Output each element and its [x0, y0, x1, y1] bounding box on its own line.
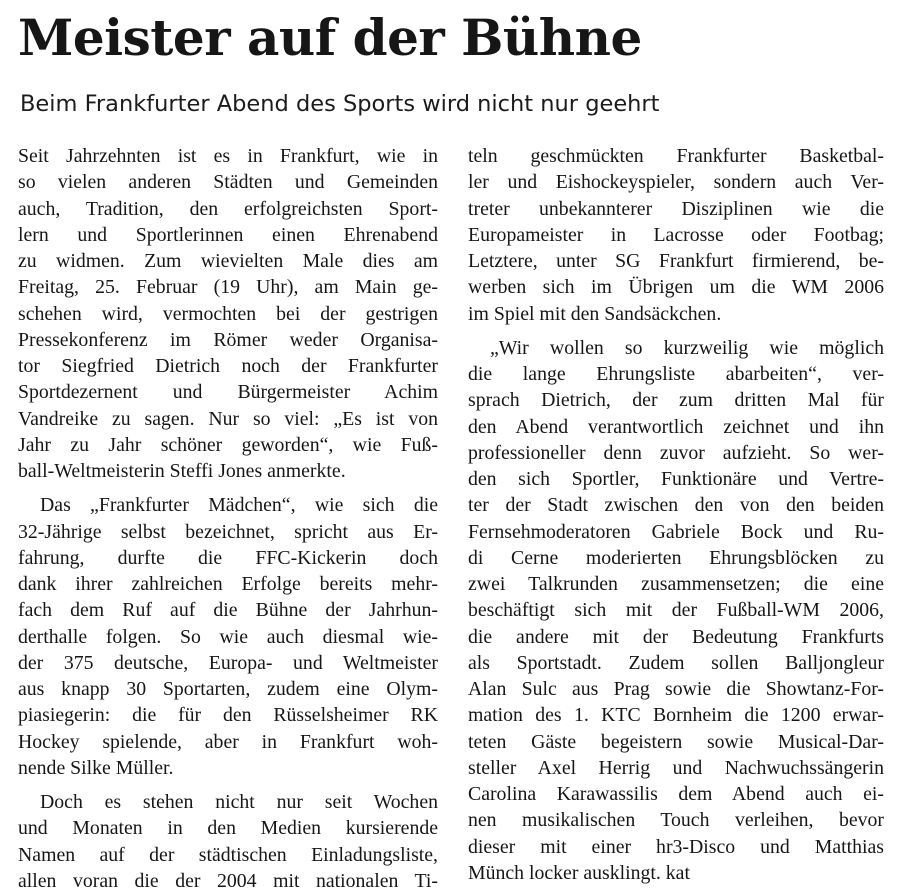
text-line: schehen wird, vermochten bei der gestrigen	[18, 302, 438, 325]
text-line: nende Silke Müller.	[18, 756, 174, 779]
text-line: Sportdezernent und Bürgermeister Achim	[18, 381, 438, 404]
text-line: dieser mit einer hr3-Disco und Matthias	[468, 835, 884, 858]
text-line: treter unbekannterer Disziplinen wie die	[468, 197, 884, 220]
paragraph	[18, 789, 438, 894]
text-line: Doch es stehen nicht nur seit Wochen	[40, 791, 438, 813]
text-line: Das „Frankfurter Mädchen“, wie sich die	[40, 494, 438, 517]
text-line: beschäftigt sich mit der Fußball-WM 2006,	[468, 599, 884, 622]
text-line: dank ihrer zahlreichen Erfolge bereits mehr-	[18, 573, 438, 595]
text-line: tor Siegfried Dietrich noch der Frankfurter	[18, 355, 438, 377]
text-line: Münch locker ausklingt. kat	[468, 861, 690, 884]
text-line: ler und Eishockeyspieler, sondern auch Ver-	[468, 171, 884, 194]
text-line: und Monaten in den Medien kursierende	[18, 817, 438, 840]
text-line: Jahr zu Jahr schöner geworden“, wie Fuß-	[18, 433, 438, 456]
text-column-right	[468, 143, 884, 886]
text-line: den sich Sportler, Funktionäre und Vertre-	[468, 468, 884, 490]
text-line: piasiegerin: die für den Rüsselsheimer RK	[18, 704, 438, 727]
text-line: im Spiel mit den Sandsäckchen.	[468, 302, 722, 325]
text-line: allen voran die der 2004 mit nationalen Ti-	[18, 869, 438, 892]
text-line: sprach Dietrich, der zum dritten Mal für	[468, 389, 884, 412]
text-line: die lange Ehrungsliste abarbeiten“, ver-	[468, 363, 884, 385]
headline: Meister auf der Bühne	[18, 8, 642, 67]
text-line: als Sportstadt. Zudem sollen Balljongleur	[468, 651, 884, 674]
text-column-left	[18, 143, 438, 894]
text-line: professioneller denn zuvor aufzieht. So wer-	[468, 441, 884, 464]
text-line: 32-Jährige selbst bezeichnet, spricht aus Er-	[18, 520, 438, 543]
text-line: derthalle folgen. So wie auch diesmal wie-	[18, 625, 438, 648]
text-line: Seit Jahrzehnten ist es in Frankfurt, wie in	[18, 145, 438, 167]
paragraph	[18, 492, 438, 781]
paragraph-gap	[468, 327, 884, 335]
text-line: zwei Talkrunden zusammensetzen; die eine	[468, 573, 884, 595]
text-line: so vielen anderen Städten und Gemeinden	[18, 171, 438, 194]
text-line: Fernsehmoderatoren Gabriele Bock und Ru-	[468, 520, 884, 543]
text-line: ball-Weltmeisterin Steffi Jones anmerkte.	[18, 460, 346, 482]
text-line: nen musikalischen Touch verleihen, bevor	[468, 809, 884, 832]
text-line: fahrung, durfte die FFC-Kickerin doch	[18, 546, 438, 569]
paragraph	[468, 143, 884, 327]
paragraph	[468, 335, 884, 886]
text-line: fach dem Ruf auf die Bühne der Jahrhun-	[18, 599, 438, 622]
text-line: Carolina Karawassilis dem Abend auch ei-	[468, 783, 884, 805]
text-line: auch, Tradition, den erfolgreichsten Sport-	[18, 197, 438, 220]
text-line: werben sich im Übrigen um die WM 2006	[468, 276, 884, 299]
text-line: lern und Sportlerinnen einen Ehrenabend	[18, 223, 438, 246]
text-line: den Abend verantwortlich zeichnet und ihn	[468, 415, 884, 438]
text-line: Letztere, unter SG Frankfurt firmierend, be-	[468, 250, 884, 272]
text-line: mation des 1. KTC Bornheim die 1200 erwar-	[468, 704, 884, 727]
text-line: Europameister in Lacrosse oder Footbag;	[468, 223, 884, 246]
text-line: aus knapp 30 Sportarten, zudem eine Olym-	[18, 678, 438, 700]
paragraph-gap	[18, 484, 438, 492]
text-line: Hockey spielende, aber in Frankfurt woh-	[18, 730, 438, 753]
text-line: zu widmen. Zum wievielten Male dies am	[18, 250, 438, 272]
text-line: Namen auf der städtischen Einladungsliste,	[18, 843, 438, 866]
subheadline: Beim Frankfurter Abend des Sports wird nicht nur geehrt	[20, 91, 660, 117]
text-line: di Cerne moderierten Ehrungsblöcken zu	[468, 546, 884, 569]
text-line: Freitag, 25. Februar (19 Uhr), am Main ge-	[18, 276, 438, 299]
text-line: Vandreike zu sagen. Nur so viel: „Es ist von	[18, 407, 438, 430]
text-line: ter der Stadt zwischen den von den beiden	[468, 494, 884, 517]
text-line: „Wir wollen so kurzweilig wie möglich	[490, 336, 884, 359]
text-line: steller Axel Herrig und Nachwuchssängerin	[468, 756, 884, 779]
text-line: der 375 deutsche, Europa- und Weltmeister	[18, 651, 438, 674]
text-line: teln geschmückten Frankfurter Basketbal-	[468, 145, 884, 167]
text-line: die andere mit der Bedeutung Frankfurts	[468, 625, 884, 648]
paragraph	[18, 143, 438, 484]
text-line: Alan Sulc aus Prag sowie die Showtanz-For-	[468, 678, 884, 700]
paragraph-gap	[18, 781, 438, 789]
text-line: teten Gäste begeistern sowie Musical-Dar-	[468, 730, 884, 753]
text-line: Pressekonferenz im Römer weder Organisa-	[18, 328, 438, 351]
